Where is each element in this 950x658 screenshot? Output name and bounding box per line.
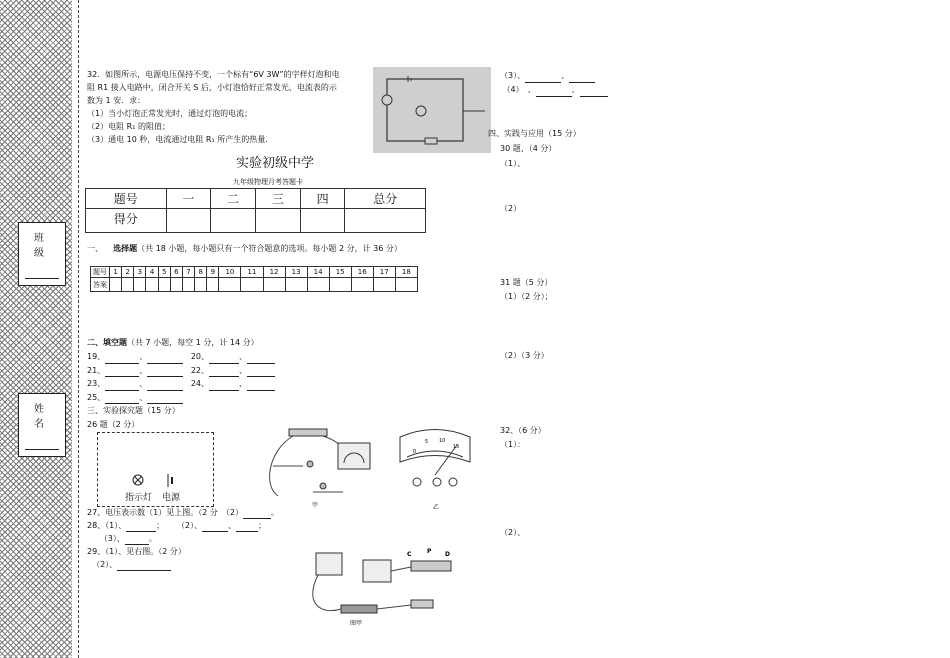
score-cell: 一 xyxy=(166,189,211,209)
class-line[interactable] xyxy=(25,278,59,279)
q32-a: （1）： xyxy=(500,440,526,449)
blank[interactable] xyxy=(209,382,239,391)
answer-cell[interactable] xyxy=(110,278,122,292)
question-number: 2 xyxy=(122,267,134,278)
question-number: 7 xyxy=(182,267,194,278)
q32-line2: 阻 R1 接入电路中，闭合开关 S 后，小灯泡恰好正常发光，电流表的示 xyxy=(87,83,337,92)
blank[interactable] xyxy=(117,562,171,571)
blank[interactable] xyxy=(209,368,239,377)
ans-row-label: 答案 xyxy=(91,278,110,292)
blank[interactable] xyxy=(105,355,139,364)
power-label: 电源 xyxy=(162,493,181,503)
fig-c-label: 图甲 xyxy=(350,620,363,627)
answer-cell[interactable] xyxy=(207,278,219,292)
answer-cell[interactable] xyxy=(170,278,182,292)
q32-text xyxy=(87,68,377,146)
blank[interactable] xyxy=(105,368,139,377)
answer-cell[interactable] xyxy=(329,278,351,292)
q26-draw-box[interactable] xyxy=(97,432,214,507)
q32-b: （2）、 xyxy=(500,528,526,537)
q32-line4: （1）当小灯泡正常发光时，通过灯泡的电流； xyxy=(87,109,253,118)
lamp-label: 指示灯 xyxy=(125,493,153,503)
score-input[interactable] xyxy=(166,209,211,233)
blank[interactable] xyxy=(147,355,183,364)
score-input[interactable] xyxy=(255,209,300,233)
blank[interactable] xyxy=(147,368,183,377)
q32-label: 32、（6 分） xyxy=(500,426,546,435)
fill-blanks: 19、 、 20、 、 21、 、 22、 、 23、 、 24、 、 25、 、 三、实验探究题（15 分） 26 题（2 分） xyxy=(87,350,275,431)
svg-text:P: P xyxy=(427,548,432,555)
class-label: 班 级 xyxy=(34,233,66,259)
blank[interactable] xyxy=(125,536,149,545)
name-box xyxy=(18,393,66,457)
score-input[interactable] xyxy=(300,209,345,233)
question-number: 14 xyxy=(307,267,329,278)
q30-label: 30 题、（4 分） xyxy=(500,144,557,153)
answer-cell[interactable] xyxy=(395,278,417,292)
blank[interactable] xyxy=(126,523,156,532)
question-number: 8 xyxy=(195,267,207,278)
section4-heading: 四、实践与应用（15 分） xyxy=(488,129,581,138)
answer-table xyxy=(90,266,418,292)
score-input[interactable] xyxy=(345,209,426,233)
q32-line3: 数为 1 安．求： xyxy=(87,96,146,105)
class-box xyxy=(18,222,66,286)
q26-label: 26 题（2 分） xyxy=(87,419,140,429)
q32-line5: （2）电阻 R₁ 的阻值； xyxy=(87,122,170,131)
q31-b: （2）（3 分） xyxy=(500,351,549,360)
section2-heading: 二、填空题（共 7 小题，每空 1 分，计 14 分） xyxy=(87,338,259,347)
meter-tick: 10 xyxy=(439,438,446,444)
section3-answers: 27、电压表示数（1）见上图。（2 分 （2） 。 28、（1）、 ； （2）、 、 ； （3）、 。 29、（1）、见右图。（2 分） （2）、 xyxy=(87,508,279,569)
answer-cell[interactable] xyxy=(219,278,241,292)
blank[interactable] xyxy=(247,382,275,391)
answer-cell[interactable] xyxy=(134,278,146,292)
answer-cell[interactable] xyxy=(373,278,395,292)
meter-tick: 0 xyxy=(413,449,417,455)
cut-line xyxy=(78,0,79,658)
answer-cell[interactable] xyxy=(351,278,373,292)
answer-cell[interactable] xyxy=(146,278,158,292)
answer-cell[interactable] xyxy=(195,278,207,292)
answer-cell[interactable] xyxy=(122,278,134,292)
question-number: 12 xyxy=(263,267,285,278)
score-input[interactable] xyxy=(211,209,256,233)
ans-row-label: 题号 xyxy=(91,267,110,278)
q32-line1: 32．如图所示，电源电压保持不变，一个标有“6V 3W”的字样灯泡和电 xyxy=(87,70,340,79)
binding-margin xyxy=(0,0,72,658)
blank[interactable] xyxy=(536,88,572,97)
question-number: 10 xyxy=(219,267,241,278)
score-cell: 二 xyxy=(211,189,256,209)
meter-tick: 15 xyxy=(453,444,460,450)
question-number: 3 xyxy=(134,267,146,278)
question-number: 9 xyxy=(207,267,219,278)
question-number: 11 xyxy=(241,267,263,278)
answer-cell[interactable] xyxy=(263,278,285,292)
score-table xyxy=(85,188,426,233)
question-number: 16 xyxy=(351,267,373,278)
score-cell: 四 xyxy=(300,189,345,209)
question-number: 6 xyxy=(170,267,182,278)
answer-cell[interactable] xyxy=(241,278,263,292)
school-title: 实验初级中学 xyxy=(236,156,315,171)
name-label: 姓 名 xyxy=(34,404,66,430)
q31-label: 31 题（5 分） xyxy=(500,278,553,287)
name-line[interactable] xyxy=(25,449,59,450)
section3-heading: 三、实验探究题（15 分） xyxy=(87,406,180,415)
fig-b-label: 乙 xyxy=(433,504,440,509)
answer-cell[interactable] xyxy=(307,278,329,292)
blank[interactable] xyxy=(236,523,258,532)
blank[interactable] xyxy=(105,395,139,404)
blank[interactable] xyxy=(569,74,595,83)
score-cell: 总分 xyxy=(345,189,426,209)
question-number: 13 xyxy=(285,267,307,278)
blank[interactable] xyxy=(580,88,608,97)
q32-circuit-photo xyxy=(373,67,491,153)
question-number: 15 xyxy=(329,267,351,278)
blank[interactable] xyxy=(247,368,275,377)
q32-line6: （3）通电 10 秒，电流通过电阻 R₁ 所产生的热量. xyxy=(87,135,268,144)
blank[interactable] xyxy=(525,74,561,83)
answer-cell[interactable] xyxy=(285,278,307,292)
meter-tick: 5 xyxy=(425,439,429,445)
svg-text:D: D xyxy=(445,551,450,558)
circuit-figure-c xyxy=(303,545,459,627)
card-subtitle: 九年级物理月考答题卡 xyxy=(233,178,303,186)
question-number: 1 xyxy=(110,267,122,278)
question-number: 18 xyxy=(395,267,417,278)
score-label: 得分 xyxy=(86,209,167,233)
blank[interactable] xyxy=(147,395,183,404)
section1-heading: 一、 选择题（共 18 小题，每小题只有一个符合题意的选项。每小题 2 分，计 36 分） xyxy=(87,244,402,253)
blank[interactable] xyxy=(202,523,228,532)
answer-cell[interactable] xyxy=(158,278,170,292)
svg-text:C: C xyxy=(407,551,412,558)
score-cell: 题号 xyxy=(86,189,167,209)
question-number: 17 xyxy=(373,267,395,278)
blank[interactable] xyxy=(243,510,271,519)
question-number: 5 xyxy=(158,267,170,278)
blank[interactable] xyxy=(209,355,239,364)
circuit-figure-a xyxy=(263,426,378,508)
question-number: 4 xyxy=(146,267,158,278)
q30-b: （2） xyxy=(500,204,522,213)
right-blanks: （3）、 、 （4） 、 、 xyxy=(500,69,608,97)
q30-a: （1）、 xyxy=(500,159,526,168)
meter-figure-b xyxy=(395,427,475,509)
score-cell: 三 xyxy=(255,189,300,209)
blank[interactable] xyxy=(247,355,275,364)
blank[interactable] xyxy=(147,382,183,391)
answer-cell[interactable] xyxy=(182,278,194,292)
q31-a: （1）（2 分）； xyxy=(500,292,553,301)
blank[interactable] xyxy=(105,382,139,391)
fig-a-label: 甲 xyxy=(312,502,319,508)
